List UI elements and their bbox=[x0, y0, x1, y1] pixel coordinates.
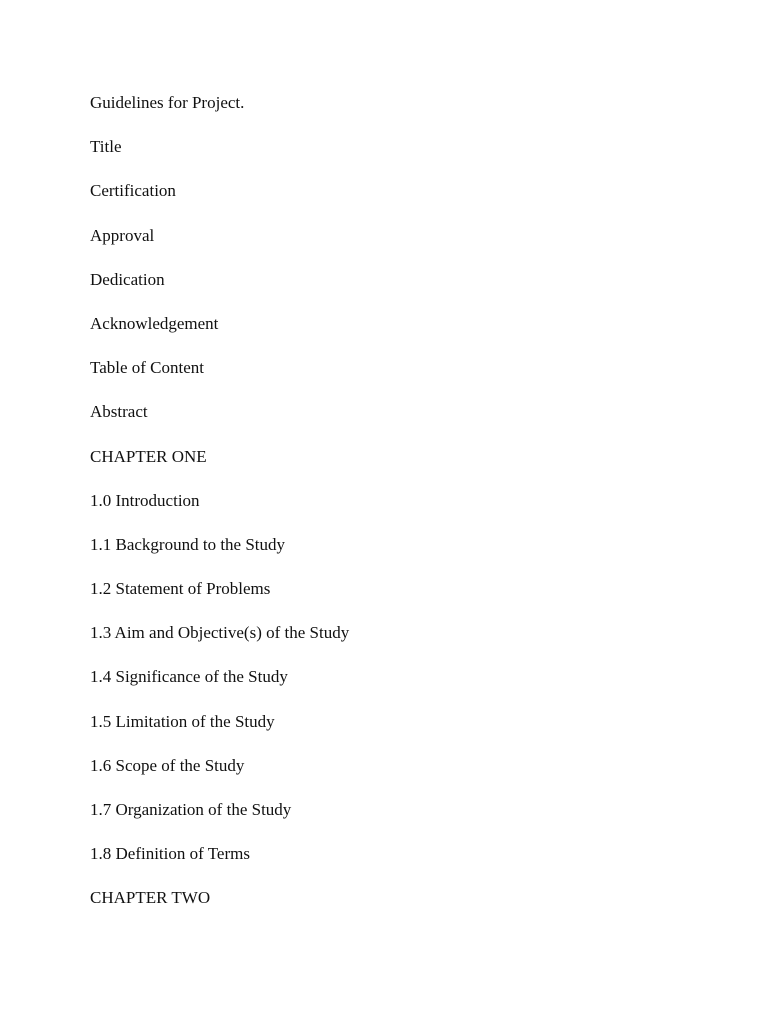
chapter-one-heading: CHAPTER ONE bbox=[90, 446, 207, 466]
line-approval: Approval bbox=[90, 225, 155, 245]
section-1-8: 1.8 Definition of Terms bbox=[90, 844, 250, 864]
line-dedication: Dedication bbox=[90, 269, 165, 289]
document-heading: Guidelines for Project. bbox=[90, 93, 245, 112]
section-1-7: 1.7 Organization of the Study bbox=[90, 800, 292, 819]
section-1-6: 1.6 Scope of the Study bbox=[90, 755, 245, 775]
section-1-1: 1.1 Background to the Study bbox=[90, 534, 286, 554]
chapter-two-heading: CHAPTER TWO bbox=[90, 888, 211, 908]
section-1-5: 1.5 Limitation of the Study bbox=[90, 711, 275, 731]
section-1-0: 1.0 Introduction bbox=[90, 490, 200, 510]
line-acknowledgement: Acknowledgement bbox=[90, 313, 219, 333]
document-body bbox=[90, 91, 349, 931]
section-1-4: 1.4 Significance of the Study bbox=[90, 667, 288, 687]
section-1-3: 1.3 Aim and Objective(s) of the Study bbox=[90, 623, 350, 643]
section-1-2: 1.2 Statement of Problems bbox=[90, 579, 271, 599]
line-abstract: Abstract bbox=[90, 402, 148, 422]
line-title: Title bbox=[90, 137, 122, 157]
line-certification: Certification bbox=[90, 181, 176, 201]
line-table-of-content: Table of Content bbox=[90, 358, 205, 378]
